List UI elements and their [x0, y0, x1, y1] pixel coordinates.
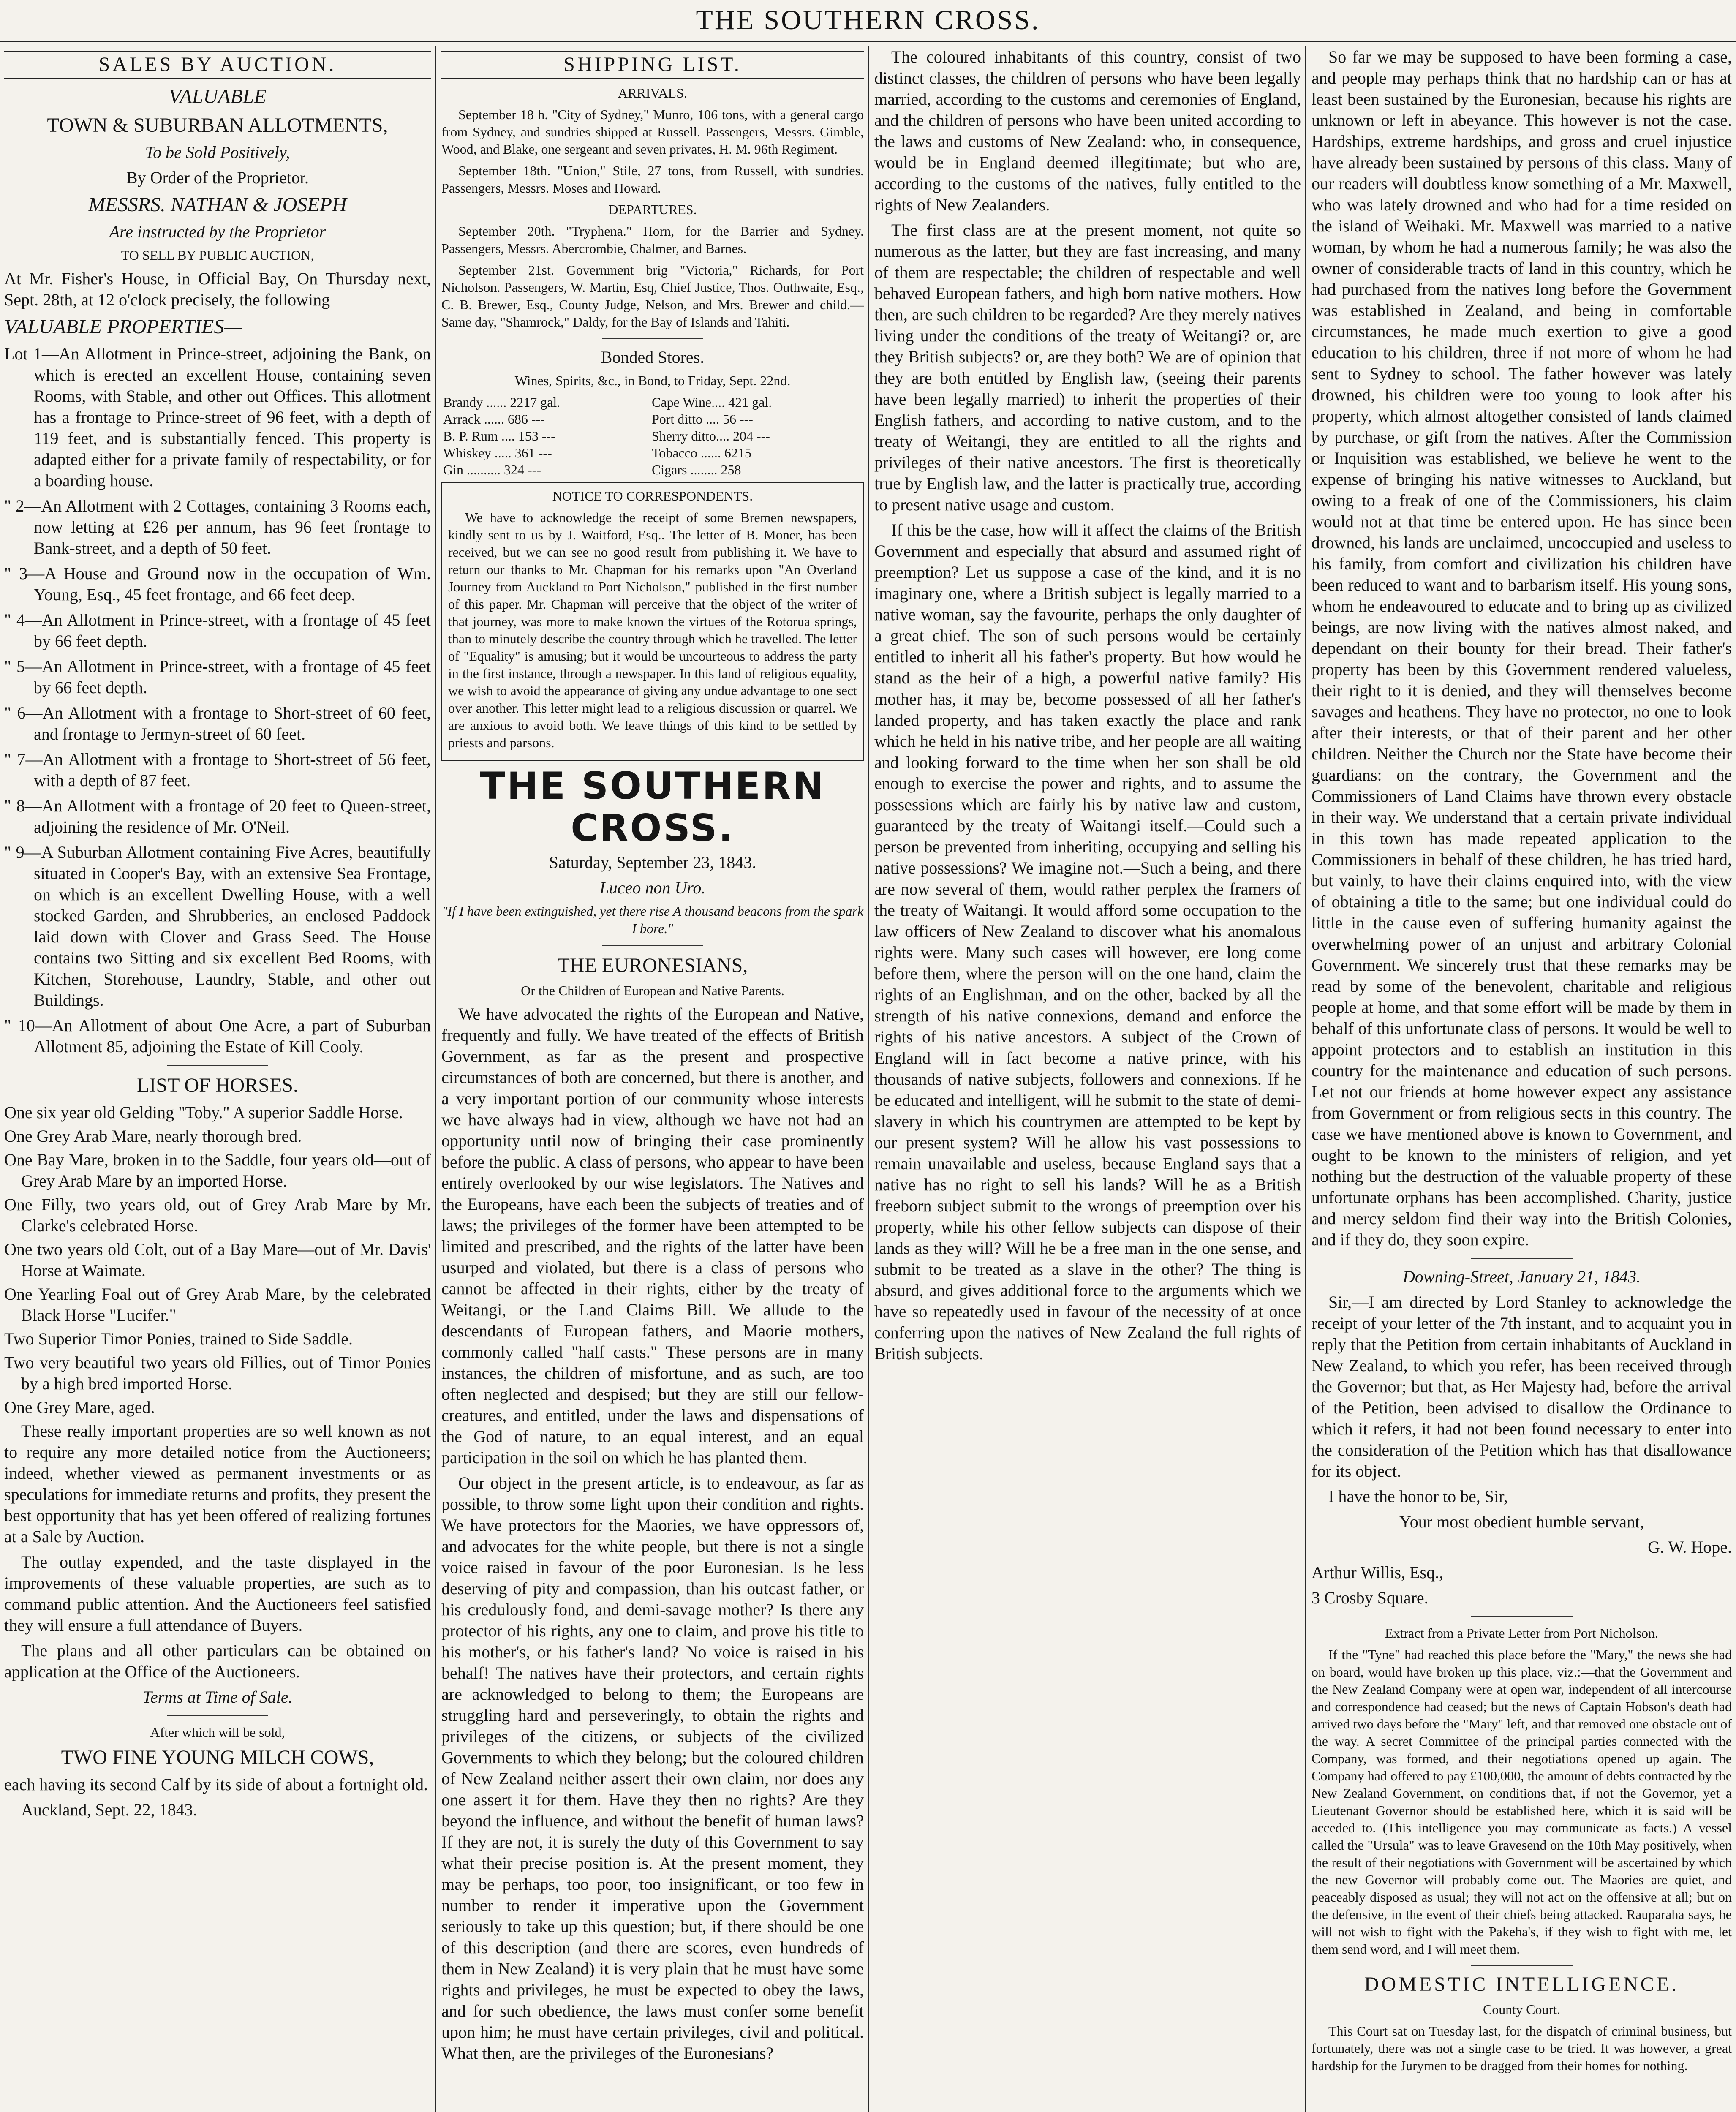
departures-heading: DEPARTURES.	[608, 202, 697, 217]
extract-heading: Extract from a Private Letter from Port Nicholson.	[1385, 1625, 1658, 1641]
to-sell-line: TO SELL BY PUBLIC AUCTION,	[121, 248, 314, 263]
lot-item: " 9—A Suburban Allotment containing Five Acres, beautifully situated in Cooper's Bay, with an extensive Sea Frontage, on which is an excellent Dwelling House, with a well stocked Garden, and Shrubberies, an enclosed Paddock laid down with Clover and Grass Seed. The House contains two Sitting and six excellent Bed Rooms, with Kitchen, Storehouse, Laundry, Stable, and other out Buildings.	[4, 843, 431, 1010]
table-cell: Cigars ........ 258	[651, 462, 741, 477]
horse-item: Two Superior Timor Ponies, trained to Side Saddle.	[4, 1329, 353, 1348]
auctioneer-firm: MESSRS. NATHAN & JOSEPH	[88, 193, 347, 216]
arrival-entry: September 18 h. "City of Sydney," Munro, 106 tons, with a general cargo from Sydney, and sundries shipped at Russell. Passengers, Messrs. Gimble, Wood, and Blake, one sergeant and seven privates, H. M. 96th Regiment.	[441, 107, 864, 157]
horses-heading: LIST OF HORSES.	[137, 1074, 298, 1097]
article-paragraph: We have advocated the rights of the European and Native, frequently and fully. We have treated of the effects of British Government, as far as the present and prospective circumstances of both are concerned, but there is another, and a very important portion of our community whose interests we have always had in view, although we have not had an opportunity until now of bringing their case prominently before the public. A class of persons, who appear to have been entirely overlooked by our wise legislators. The Natives and the Europeans, have each been the subjects of treaties and of laws; the privileges of the former have been attempted to be limited and prescribed, and the rights of the latter have been usurped and violated, but there is a class of persons who cannot be affected in their rights, either by the treaty of Weitangi, or the Land Claims Bill. We allude to the descendants of European fathers, and Maorie mothers, commonly called "half casts." These persons are in many instances, the children of misfortune, and as such, are too often neglected and despised; but they are still our fellow-creatures, and entitled, under the laws and dispensations of the God of nature, to an equal interest, and an equal participation in the soil on which he has planted them.	[441, 1004, 864, 1467]
letter-dateline: Downing-Street, January 21, 1843.	[1403, 1267, 1641, 1286]
table-cell: Arrack ...... 686 ---	[443, 411, 545, 427]
separator	[1471, 1616, 1573, 1617]
table-cell: Cape Wine.... 421 gal.	[651, 395, 772, 410]
letter-closing: I have the honor to be, Sir,	[1328, 1487, 1508, 1506]
order-of: By Order of the Proprietor.	[126, 168, 309, 187]
horse-item: One six year old Gelding "Toby." A superior Saddle Horse.	[4, 1103, 403, 1122]
closing-paragraph: The plans and all other particulars can be obtained on application at the Office of the Auctioneers.	[4, 1641, 431, 1681]
horse-item: One Grey Arab Mare, nearly thorough bred.	[4, 1127, 302, 1146]
letter-signature: G. W. Hope.	[1648, 1538, 1732, 1557]
notice-heading: NOTICE TO CORRESPONDENTS.	[552, 488, 753, 504]
separator	[167, 1065, 268, 1066]
epigraph: "If I have been extinguished, yet there rise A thousand beacons from the spark I bore."	[441, 904, 864, 936]
article-paragraph: So far we may be supposed to have been forming a case, and people may perhaps think that no hardship can or has at least been sustained by the Euronesian, because his rights are unknown or left in abeyance. This however is not the case. Hardships, extreme hardships, and gross and cruel injustice have already been sustained by persons of this class. Many of our readers will doubtless know something of a Mr. Maxwell, who was lately drowned and who had for a time resided on the island of Weihaki. Mr. Maxwell was married to a native woman, by whom he had a numerous family; he was also the owner of considerable tracts of land in this country, which he had purchased from the natives long before the Government was established in Zealand, and being in comfortable circumstances, he made much exertion to give a good education to his children, three if not more of whom he had sent to Sydney to school. The father however was lately drowned, his children were too young to look after his property, which almost altogether consisted of lands claimed by purchase, or gift from the natives. After the Commission or Inquisition was established, we believe he went to the expense of bringing his native witnesses to Auckland, but owing to a freak of one of the Commissioners, his claim would not at that time be entered upon. He has since been drowned, his lands are unclaimed, uncoccupied and useless to his family, from comfort and civilization his children have been reduced to want and to barbarism itself. His young sons, whom he endeavoured to educate and to bring up as civilized beings, are now living with the natives almost naked, and dependant on their bounty for their bread. Their father's property has been by this Government rendered valueless, their right to it is denied, and they will themselves become savages and heathens. They have no protector, no one to look after their interests, or that of their parent and her other children. Neither the Church nor the State have become their guardians: on the contrary, the Government and the Commissioners of Land Claims have thrown every obstacle in their way. We understand that a certain private individual in this town has made repeated application to the Commissioners in behalf of these children, he has tried hard, but vainly, to have their claims enquired into, with the view of obtaining a title to the same; but one individual could do little in the cause even of suffering humanity against the overwhelming power of an unjust and arbitrary Colonial Government. We sincerely trust that these remarks may be read by some of the benevolent, charitable and religious people at home, and that some effort will be made by them in behalf of this unfortunate class of persons. It would be well to appoint protectors and to establish an institution in this country for the maintenance and education of such persons. Let not our friends at home however expect any assistance from Government or from religious sects in this country. The case we have mentioned above is known to Government, and ought to be known to the ministers of religion, and yet nothing but the destruction of the valuable property of these unfortunate orphans has been accomplished. Charity, justice and mercy seldom find their way into the British Colonies, and if they do, they soon expire.	[1312, 47, 1732, 1249]
column-rule	[1305, 46, 1306, 2112]
masthead: THE SOUTHERN CROSS.	[0, 0, 1736, 42]
auction-dateline: Auckland, Sept. 22, 1843.	[21, 1800, 197, 1819]
arrival-entry: September 18th. "Union," Stile, 27 tons, from Russell, with sundries. Passengers, Messrs. Moses and Howard.	[441, 163, 864, 196]
closing-paragraph: These really important properties are so well known as not to require any more detailed notice from the Auctioneers; indeed, whether viewed as permanent investments or as speculations for immediate returns and profits, they present the best opportunity that has yet been offered of realizing fortunes at a Sale by Auction.	[4, 1421, 431, 1546]
horse-item: One Grey Mare, aged.	[4, 1398, 155, 1417]
letter-recipient: Arthur Willis, Esq.,	[1312, 1563, 1444, 1582]
lot-item: " 4—An Allotment in Prince-street, with a frontage of 45 feet by 66 feet depth.	[4, 610, 431, 650]
properties-heading: VALUABLE PROPERTIES—	[4, 316, 242, 338]
lot-item: " 2—An Allotment with 2 Cottages, containing 3 Rooms each, now letting at £26 per annum, has 96 feet frontage to Bank-street, and a depth of 50 feet.	[4, 496, 431, 558]
sold-positively: To be Sold Positively,	[145, 143, 290, 162]
table-cell: B. P. Rum .... 153 ---	[443, 428, 555, 444]
column-letters	[1312, 46, 1732, 2112]
notice-text: We have to acknowledge the receipt of some Bremen newspapers, kindly sent to us by J. Waitford, Esq.. The letter of B. Moner, has been received, but we can see no good result from publishing it. We have to return our thanks to Mr. Chapman for his remarks upon "An Overland Journey from Auckland to Port Nicholson," published in the first number of this paper. Mr. Chapman will perceive that the object of the writer of that journey, was more to make known the virtues of the Rotorua springs, than to minutely describe the country through which he travelled. The letter of "Equality" is amusing; but it would be uncourteous to address the party in the first instance, through a newspaper. In this land of religious equality, we wish to avoid the appearance of giving any undue advantage to one sect over another. This letter might lead to a religious discussion or quarrel. We are anxious to avoid both. We leave things of this kind to be settled by priests and parsons.	[448, 510, 857, 750]
table-row	[441, 461, 864, 478]
cows-text: each having its second Calf by its side of about a fortnight old.	[4, 1775, 428, 1794]
motto: Luceo non Uro.	[599, 878, 706, 897]
article-subtitle: Or the Children of European and Native Parents.	[521, 983, 784, 998]
lot-item: " 8—An Allotment with a frontage of 20 feet to Queen-street, adjoining the residence of Mr. O'Neil.	[4, 796, 431, 836]
closing-paragraph: The outlay expended, and the taste displayed in the improvements of these valuable properties, are such as to command public attention. And the Auctioneers feel satisfied they will ensure a full attendance of Buyers.	[4, 1552, 431, 1635]
letter-closing: Your most obedient humble servant,	[1399, 1512, 1644, 1531]
domestic-subheading: County Court.	[1483, 2002, 1561, 2017]
letter-body: Sir,—I am directed by Lord Stanley to acknowledge the receipt of your letter of the 7th instant, and to acquaint you in reply that the Petition from certain inhabitants of Auckland in New Zealand, to which you refer, has been received through the Governor; but that, as Her Majesty had, before the arrival of the Petition, been advised to disallow the Ordinance to which it refers, it had not been found necessary to enter into the consideration of the Petition which has that disallowance for its object.	[1312, 1293, 1732, 1481]
lot-item: Lot 1—An Allotment in Prince-street, adjoining the Bank, on which is erected an excellent House, containing seven Rooms, with Stable, and other out Offices. This allotment has a frontage to Prince-street of 96 feet, with a depth of 119 feet, and is substantially fenced. This property is adapted either for a private family of respectability, or for a boarding house.	[4, 344, 431, 490]
departure-entry: September 20th. "Tryphena." Horn, for the Barrier and Sydney. Passengers, Messrs. Abercrombie, Chalmer, and Barnes.	[441, 223, 864, 256]
bonded-heading: Bonded Stores.	[601, 348, 705, 367]
auction-heading: SALES BY AUCTION.	[4, 51, 431, 79]
horse-item: One Yearling Foal out of Grey Arab Mare, by the celebrated Black Horse "Lucifer."	[4, 1285, 431, 1325]
departure-entry: September 21st. Government brig "Victoria," Richards, for Port Nicholson. Passengers, W. Martin, Esq, Chief Justice, Thos. Outhwaite, Esq., C. B. Brewer, Esq., County Judge, Nelson, and Mrs. Brewer and child.—Same day, "Shamrock," Daldy, for the Bay of Islands and Tahiti.	[441, 262, 864, 329]
column-auction	[4, 46, 431, 2112]
table-row	[441, 444, 864, 461]
bonded-table	[441, 394, 864, 478]
domestic-heading: DOMESTIC INTELLIGENCE.	[1364, 1973, 1679, 1995]
bonded-caption: Wines, Spirits, &c., in Bond, to Friday, Sept. 22nd.	[514, 373, 791, 388]
column-shipping-editorial	[441, 46, 864, 2112]
separator	[1471, 1965, 1573, 1966]
lot-item: " 6—An Allotment with a frontage to Short-street of 60 feet, and frontage to Jermyn-street of 60 feet.	[4, 703, 431, 743]
arrivals-heading: ARRIVALS.	[618, 85, 687, 101]
table-cell: Sherry ditto.... 204 ---	[651, 428, 770, 444]
issue-date: Saturday, September 23, 1843.	[549, 853, 756, 872]
table-row	[441, 427, 864, 444]
terms-line: Terms at Time of Sale.	[142, 1687, 293, 1706]
separator	[1471, 1258, 1573, 1259]
column-rule	[868, 46, 869, 2112]
lot-item: " 7—An Allotment with a frontage to Short-street of 56 feet, with a depth of 87 feet.	[4, 750, 431, 790]
column-rule	[435, 46, 436, 2112]
table-cell: Brandy ...... 2217 gal.	[443, 395, 561, 410]
table-row	[441, 394, 864, 411]
separator	[602, 945, 703, 946]
horse-item: One two years old Colt, out of a Bay Mare—out of Mr. Davis' Horse at Waimate.	[4, 1240, 431, 1280]
article-paragraph: If this be the case, how will it affect the claims of the British Government and especially that absurd and assumed right of preemption? Let us suppose a case of the kind, and it is no imaginary one, where a British subject is legally married to a native woman, say the favourite, perhaps the only daughter of a great chief. The son of such persons would be certainly entitled to inherit all his father's property. But how would he stand as the heir of a high, a powerful native family? His mother has, it may be, become possessed of all her father's landed property, and has taken exactly the place and rank which he held in his native tribe, and her people are all waiting and looking forward to the time when her son shall be old enough to exercise the power and rights, and to assume the possessions which are fairly his by native law and custom, guaranteed by the treaty of Waitangi itself.—Could such a person be prevented from inheriting, occupying and selling his native possessions? We imagine not.—Such a being, and there are now several of them, would rather perplex the framers of the treaty of Waitangi. It would afford some occupation to the law officers of New Zealand to discover what his anomalous rights were. Many such cases will however, ere long come before them, where the person will on the one hand, claim the rights of an Englishman, and on the other, backed by all the strength of his native connexions, demand and enforce the rights of his native ancestors. A subject of the Crown of England will in fact become a native prince, with his thousands of native subjects, followers and connexions. If he be educated and intelligent, will he submit to the state of demi-slavery in which his countrymen are attempted to be kept by our present system? Will he allow his vast possessions to remain unavailable and useless, because England says that a native has no right to sell his lands? Will he as a British freeborn subject submit to the wrongs of preemption over his property, while his other fellow subjects can dispose of their lands as they will? Will he be a free man in the one sense, and submit to be treated as a slave in the other? The thing is absurd, and gives additional force to the arguments which we have so repeatedly used in favour of the necessity of at once conferring upon the natives of New Zealand the full rights of British subjects.	[874, 520, 1301, 1363]
extract-text: If the "Tyne" had reached this place before the "Mary," the news she had on board, would have broken up this place, viz.:—that the Government and the New Zealand Company were at open war, independent of all intercourse and correspondence had ceased; but the news of Captain Hobson's death had arrived two days before the "Mary" left, and that removed one obstacle out of the way. A secret Committee of the principal parties connected with the Company, was formed, and their negotiations opened up again. The Company had offered to pay £100,000, the amount of debts contracted by the New Zealand Government, on conditions that, if not the Governor, yet a Lieutenant Governor should be established here, which it is said will be acceded to. (This intelligence you may communicate as facts.) A vessel called the "Ursula" was to leave Gravesend on the 10th May positively, when the result of their negotiations with Government will be ascertained by which the new Governor will probably come out. The Maories are quiet, and peaceably disposed as usual; they will not act on the offensive at all; but on the defensive, in the event of their chiefs being attacked. Rauparaha says, he will not wish to fight with the Pakeha's, if they wish to fight with me, let them send word, and I will meet them.	[1312, 1647, 1732, 1957]
separator	[167, 1715, 268, 1716]
valuable-label: VALUABLE	[169, 85, 267, 108]
horse-item: One Filly, two years old, out of Grey Arab Mare by Mr. Clarke's celebrated Horse.	[4, 1195, 431, 1235]
correspondents-notice	[441, 482, 864, 761]
article-paragraph: Our object in the present article, is to endeavour, as far as possible, to throw some light upon their condition and rights. We have protectors for the Maories, we have oppressors of, and advocates for the white people, but there is not a single voice raised in favour of the poor Euronesian. Is he less deserving of pity and compassion, than his outcast father, or his credulously fond, and demi-savage mother? Is there any protector of his rights, any one to claim, and prove his title to his mother's, or his father's land? No voice is raised in his behalf! The natives have their protectors, and certain rights are acknowledged to belong to them; the Europeans are struggling hard and perseveringly, to obtain the rights and privileges of the citizens, or subjects of the civilized Governments to which they belong; but the coloured children of New Zealand neither assert their own claim, nor does any one assert it for them. Have they then no rights? Are they beyond the influence, and without the benefit of human laws? If they are not, it is surely the duty of this Government to say what their precise position is. At the present moment, they may be perhaps, too poor, too insignificant, or too few in number to render it imperative upon the Government seriously to take up this question; but, if there should be one of this description (and there are scores, even hundreds of them in New Zealand) it is very plain that he must have some rights and privileges, he must be expected to obey the laws, and for such obedience, the laws must confer some benefit upon him; he must have certain privileges, civil and political. What then, are the privileges of the Euronesians?	[441, 1473, 864, 2063]
shipping-heading: SHIPPING LIST.	[441, 51, 864, 79]
horse-item: Two very beautiful two years old Fillies, out of Timor Ponies by a high bred imported Horse.	[4, 1353, 431, 1393]
auction-intro: At Mr. Fisher's House, in Official Bay, On Thursday next, Sept. 28th, at 12 o'clock precisely, the following	[4, 269, 431, 309]
lot-item: " 10—An Allotment of about One Acre, a part of Suburban Allotment 85, adjoining the Estate of Kill Cooly.	[4, 1016, 431, 1056]
lot-item: " 3—A House and Ground now in the occupation of Wm. Young, Esq., 45 feet frontage, and 66 feet deep.	[4, 564, 431, 604]
separator	[602, 338, 703, 339]
lot-item: " 5—An Allotment in Prince-street, with a frontage of 45 feet by 66 feet depth.	[4, 657, 431, 697]
article-title: THE EURONESIANS,	[557, 954, 748, 977]
domestic-text: This Court sat on Tuesday last, for the dispatch of criminal business, but fortunately, there was not a single case to be tried. It was however, a great hardship for the Jurymen to be dragged from their homes for nothing.	[1312, 2023, 1732, 2073]
allotments-title: TOWN & SUBURBAN ALLOTMENTS,	[47, 114, 388, 136]
cows-title: TWO FINE YOUNG MILCH COWS,	[61, 1746, 374, 1769]
table-cell: Port ditto .... 56 ---	[651, 411, 753, 427]
table-cell: Tobacco ...... 6215	[651, 445, 751, 460]
after-which-line: After which will be sold,	[150, 1725, 285, 1740]
letter-recipient: 3 Crosby Square.	[1312, 1588, 1429, 1607]
horse-item: One Bay Mare, broken in to the Saddle, four years old—out of Grey Arab Mare by an imported Horse.	[4, 1150, 431, 1190]
table-cell: Gin .......... 324 ---	[443, 462, 541, 477]
article-paragraph: The first class are at the present moment, not quite so numerous as the latter, but they are fast increasing, and many of them are respectable; the children of respectable and well behaved European fathers, and high born native mothers. How then, are such children to be regarded? Are they merely natives living under the conditions of the treaty of Weitangi? or, are they British subjects? or, are they both? We are of opinion that they are both entitled by English law, (seeing their parents have been legally married) to inherit the properties of their English fathers, and according to native custom, and to the treaty of Weitangi, they are entitled to all the rights and privileges of their native ancestors. The first is theoretically true by English law, and the latter is practically true, according to present native usage and custom.	[874, 220, 1301, 514]
instructed-line: Are instructed by the Proprietor	[109, 222, 326, 241]
table-row	[441, 411, 864, 427]
nameplate: THE SOUTHERN CROSS.	[480, 764, 825, 850]
article-paragraph: The coloured inhabitants of this country, consist of two distinct classes, the children of persons who have been legally married, according to the customs and ceremonies of England, and the children of persons who have been united according to the laws and customs of New Zealand: who, in consequence, would be in England deemed illegitimate; but who are, according to the customs of the natives, fully entitled to the rights of New Zealanders.	[874, 47, 1301, 214]
column-editorial	[874, 46, 1301, 2112]
table-cell: Whiskey ..... 361 ---	[443, 445, 552, 460]
